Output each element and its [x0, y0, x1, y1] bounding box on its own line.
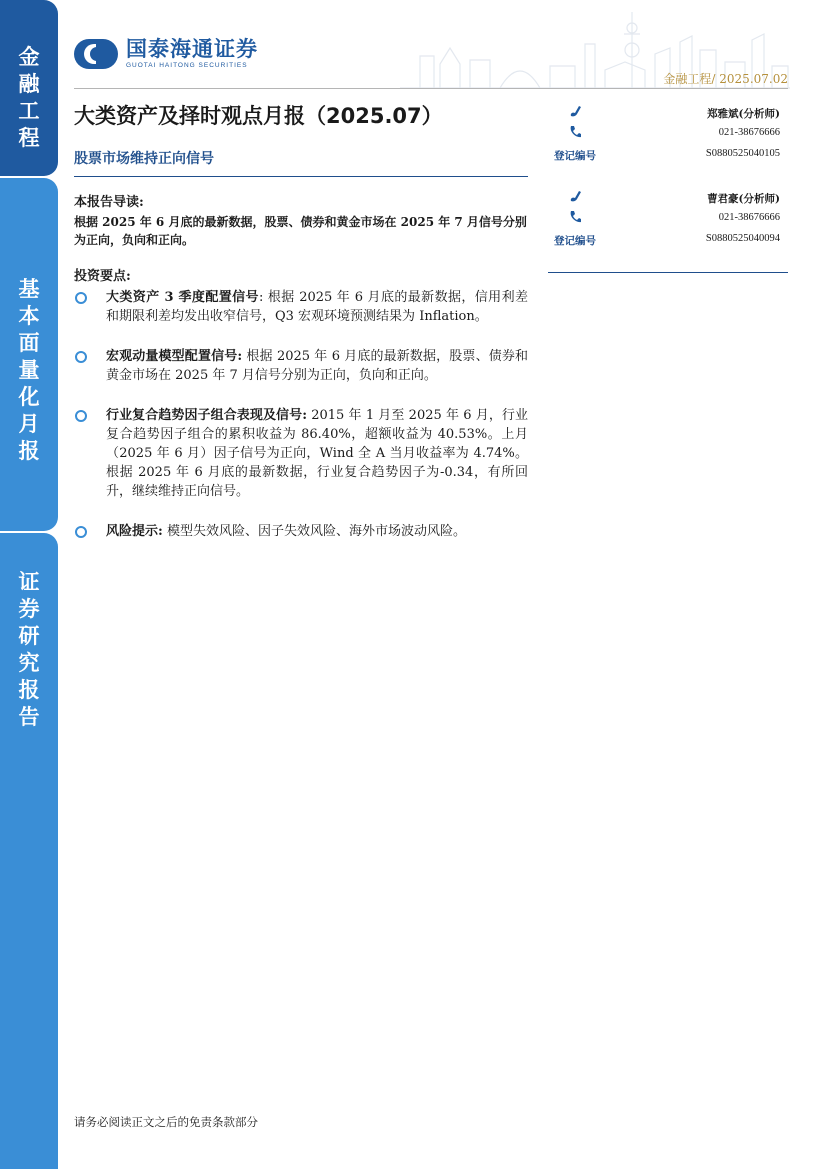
- sidebar-char: 本: [18, 304, 40, 328]
- registration-number: S0880525040105: [705, 148, 780, 159]
- bullet-circle-icon: [75, 351, 87, 363]
- pen-icon: [568, 189, 582, 203]
- sidebar-char: 金: [18, 45, 40, 69]
- sidebar-char: 研: [18, 624, 40, 648]
- intro-heading: 本报告导读:: [74, 195, 144, 210]
- logo-text: [126, 38, 258, 70]
- sidebar-char: 究: [18, 651, 40, 675]
- title-divider: [74, 176, 528, 177]
- sidebar-char: 报: [18, 439, 40, 463]
- key-point-label: 行业复合趋势因子组合表现及信号:: [106, 408, 308, 423]
- intro-text: 根据 2025 年 6 月底的最新数据，股票、债券和黄金市场在 2025 年 7 月信号分别为正向，负向和正向。: [74, 215, 527, 247]
- brand-name-en: GUOTAI HAITONG SECURITIES: [126, 62, 248, 69]
- sidebar-char: 证: [18, 570, 40, 594]
- analyst-card: [548, 189, 788, 252]
- bullet-circle-icon: [75, 292, 87, 304]
- sidebar-tag-category: [0, 0, 58, 176]
- phone-icon: [568, 210, 582, 224]
- company-logo: [74, 38, 258, 70]
- analyst-phone: 021-38676666: [718, 212, 780, 223]
- registration-label: 登记编号: [554, 150, 596, 162]
- key-point-label: 宏观动量模型配置信号:: [106, 349, 243, 364]
- sidebar-char: 融: [18, 72, 40, 96]
- risk-text: 模型失效风险、因子失效风险、海外市场波动风险。: [162, 524, 466, 539]
- bullet-circle-icon: [75, 526, 87, 538]
- analyst-card: [548, 104, 788, 167]
- key-point-text: : 根据 2025 年 6 月底的最新数据，信用利差和期限利差均发出收窄信号，Q3 宏观环境预测结果为 Inflation。: [106, 290, 528, 324]
- analyst-name: 郑雅斌(分析师): [707, 108, 780, 120]
- analyst-divider: [548, 272, 788, 273]
- risk-label: 风险提示:: [106, 524, 163, 539]
- key-point-item: [74, 347, 528, 385]
- logo-mark-icon: [74, 39, 118, 69]
- bullet-circle-icon: [75, 410, 87, 422]
- pen-icon: [568, 104, 582, 118]
- sidebar-char: 告: [18, 705, 40, 729]
- sidebar-char: 月: [18, 412, 40, 436]
- sidebar-char: 程: [18, 126, 40, 150]
- phone-icon: [568, 125, 582, 139]
- key-point-item: [74, 522, 528, 541]
- key-points-heading: 投资要点:: [74, 269, 131, 284]
- key-point-item: [74, 406, 528, 501]
- sidebar-char: 报: [18, 678, 40, 702]
- sidebar-char: 工: [18, 99, 40, 123]
- analyst-name: 曹君豪(分析师): [707, 193, 780, 205]
- registration-label: 登记编号: [554, 235, 596, 247]
- key-point-text: 2015 年 1 月至 2025 年 6 月，行业复合趋势因子组合的累积收益为 86.40%，超额收益为 40.53%。上月（2025 年 6 月）因子信号为正向，Wind 全 A 当月收益率为 4.74%。根据 2025 年 6 月底的最新数据，行业复合趋势因子为-0.34，有所回升，继续维持正向信号。: [106, 408, 528, 499]
- page-subtitle: 股票市场维持正向信号: [74, 151, 214, 167]
- sidebar-tag-report-type: [0, 178, 58, 531]
- key-point-item: [74, 288, 528, 326]
- sidebar-char: 化: [18, 385, 40, 409]
- sidebar-char: 券: [18, 597, 40, 621]
- sidebar-char: 量: [18, 358, 40, 382]
- key-point-text: 根据 2025 年 6 月底的最新数据，股票、债券和黄金市场在 2025 年 7 月信号分别为正向，负向和正向。: [106, 349, 528, 383]
- header-divider: [74, 88, 788, 89]
- sidebar-tag-research: [0, 533, 58, 1169]
- registration-number: S0880525040094: [705, 233, 780, 244]
- sidebar-char: 面: [18, 331, 40, 355]
- sidebar-char: 基: [18, 277, 40, 301]
- disclaimer-footer: 请务必阅读正文之后的免责条款部分: [74, 1115, 258, 1129]
- key-points-list: [74, 288, 528, 541]
- left-sidebar: [0, 0, 58, 1169]
- analyst-phone: 021-38676666: [718, 127, 780, 138]
- page-title: 大类资产及择时观点月报（2025.07）: [74, 104, 443, 128]
- report-date-category: 金融工程/ 2025.07.02: [663, 72, 788, 86]
- key-point-label: 大类资产 3 季度配置信号: [106, 290, 259, 305]
- brand-name-cn: 国泰海通证券: [126, 37, 258, 61]
